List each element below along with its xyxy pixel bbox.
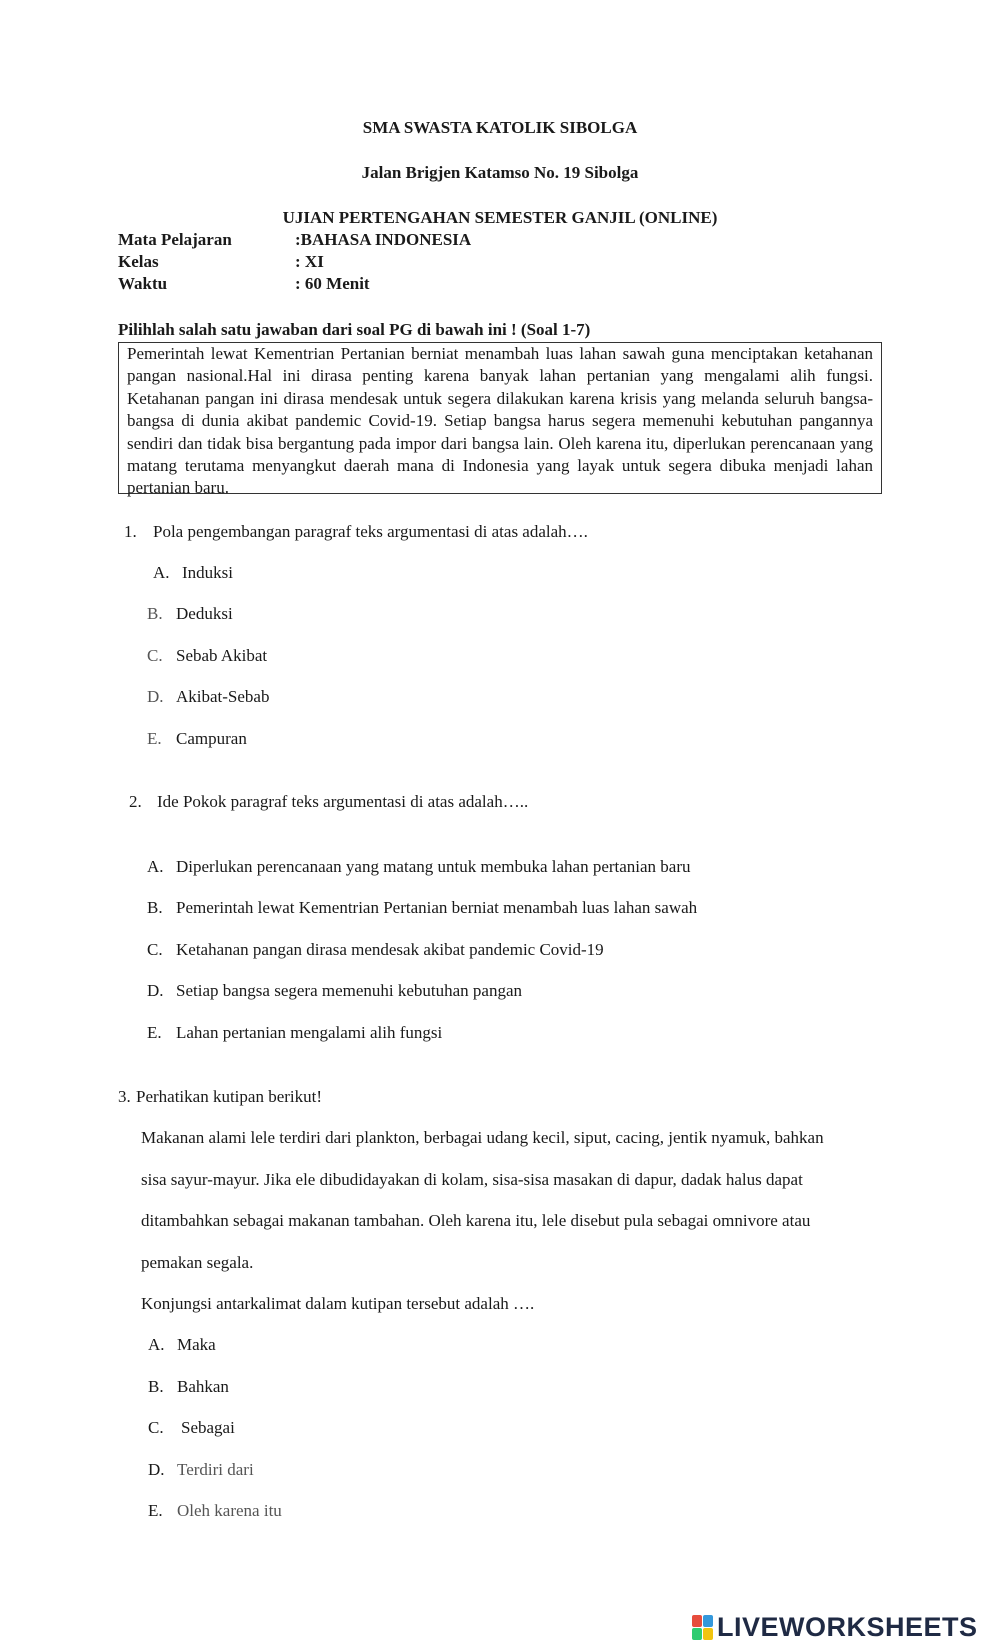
q2-option-c-text[interactable]: Ketahanan pangan dirasa mendesak akibat pandemic Covid-19 [176, 940, 604, 959]
q1-option-d-text[interactable]: Akibat-Sebab [176, 687, 270, 706]
q2-option-d-text[interactable]: Setiap bangsa segera memenuhi kebutuhan pangan [176, 981, 523, 1000]
instruction: Pilihlah salah satu jawaban dari soal PG di bawah ini ! (Soal 1-7) [118, 320, 591, 339]
q3-option-e-letter[interactable]: E. [148, 1501, 163, 1520]
passage-text: Pemerintah lewat Kementrian Pertanian berniat menambah luas lahan sawah guna menciptakan ketahanan pangan nasional.Hal ini dirasa penting karena banyak lahan pertanian yang mengalami alih fungsi. Ketahanan pangan ini dirasa mendesak untuk segera dilakukan karena krisis yang melanda seluruh bangsa-bangsa di dunia akibat pandemic Covid-19. Setiap bangsa harus segera memenuhi kebutuhan pangannya sendiri dan tidak bisa bergantung pada impor dari bangsa lain. Oleh karena itu, diperlukan perencanaan yang matang terutama menyangkut daerah mana di Indonesia yang layak untuk segera dibuka menjadi lahan pertanian baru. [127, 344, 873, 498]
q2-option-b-text[interactable]: Pemerintah lewat Kementrian Pertanian berniat menambah luas lahan sawah [176, 898, 698, 917]
q3-option-e-text[interactable]: Oleh karena itu [177, 1501, 282, 1520]
logo-square-3 [692, 1628, 702, 1640]
q2-option-a-letter[interactable]: A. [147, 857, 164, 876]
school-address: Jalan Brigjen Katamso No. 19 Sibolga [361, 163, 639, 182]
q3-option-d-letter[interactable]: D. [148, 1460, 165, 1479]
info-value-time: : 60 Menit [295, 274, 370, 293]
q3-quote-line-4: pemakan segala. [141, 1253, 254, 1272]
q3-option-a-text[interactable]: Maka [177, 1335, 216, 1354]
info-label-time: Waktu [118, 274, 168, 293]
q2-option-b-letter[interactable]: B. [147, 898, 163, 917]
school-name: SMA SWASTA KATOLIK SIBOLGA [362, 118, 638, 137]
info-label-class: Kelas [118, 252, 159, 271]
question-1-number: 1. [124, 522, 137, 541]
q2-option-c-letter[interactable]: C. [147, 940, 163, 959]
logo-text: LIVEWORKSHEETS [717, 1612, 978, 1642]
q1-option-b-letter[interactable]: B. [147, 604, 163, 623]
q1-option-d-letter[interactable]: D. [147, 687, 164, 706]
q1-option-e-letter[interactable]: E. [147, 729, 162, 748]
liveworksheets-logo [692, 1612, 978, 1643]
question-2-text: Ide Pokok paragraf teks argumentasi di atas adalah….. [157, 792, 529, 811]
q1-option-c-text[interactable]: Sebab Akibat [176, 646, 268, 665]
q1-option-a-text[interactable]: Induksi [182, 563, 233, 582]
q2-option-a-text[interactable]: Diperlukan perencanaan yang matang untuk membuka lahan pertanian baru [176, 857, 691, 876]
liveworksheets-logo-icon [692, 1615, 713, 1640]
q3-option-b-letter[interactable]: B. [148, 1377, 164, 1396]
q3-option-b-text[interactable]: Bahkan [177, 1377, 229, 1396]
logo-square-1 [692, 1615, 702, 1627]
q2-option-e-text[interactable]: Lahan pertanian mengalami alih fungsi [176, 1023, 443, 1042]
question-2-number: 2. [129, 792, 142, 811]
q1-option-c-letter[interactable]: C. [147, 646, 163, 665]
question-1-text: Pola pengembangan paragraf teks argumentasi di atas adalah…. [153, 522, 588, 541]
question-3-text: Perhatikan kutipan berikut! [136, 1087, 323, 1106]
q3-prompt: Konjungsi antarkalimat dalam kutipan tersebut adalah …. [141, 1294, 535, 1313]
q2-option-d-letter[interactable]: D. [147, 981, 164, 1000]
q2-option-e-letter[interactable]: E. [147, 1023, 162, 1042]
logo-square-4 [703, 1628, 713, 1640]
q3-option-c-letter[interactable]: C. [148, 1418, 164, 1437]
logo-square-2 [703, 1615, 713, 1627]
info-value-class: : XI [295, 252, 324, 271]
q3-quote-line-3: ditambahkan sebagai makanan tambahan. Oleh karena itu, lele disebut pula sebagai omnivore atau [141, 1211, 811, 1230]
q3-quote-line-1: Makanan alami lele terdiri dari plankton, berbagai udang kecil, siput, cacing, jentik nyamuk, bahkan [141, 1128, 824, 1147]
passage-box [118, 342, 882, 498]
q3-option-a-letter[interactable]: A. [148, 1335, 165, 1354]
q3-option-c-text[interactable]: Sebagai [181, 1418, 235, 1437]
q1-option-e-text[interactable]: Campuran [176, 729, 247, 748]
exam-title: UJIAN PERTENGAHAN SEMESTER GANJIL (ONLINE) [282, 208, 718, 227]
q3-option-d-text[interactable]: Terdiri dari [177, 1460, 254, 1479]
info-value-subject: :BAHASA INDONESIA [295, 230, 472, 249]
question-3-number: 3. [118, 1087, 131, 1106]
q3-quote-line-2: sisa sayur-mayur. Jika ele dibudidayakan di kolam, sisa-sisa masakan di dapur, dadak halus dapat [141, 1170, 803, 1189]
info-label-subject: Mata Pelajaran [118, 230, 232, 249]
q1-option-a-letter[interactable]: A. [153, 563, 170, 582]
q1-option-b-text[interactable]: Deduksi [176, 604, 233, 623]
